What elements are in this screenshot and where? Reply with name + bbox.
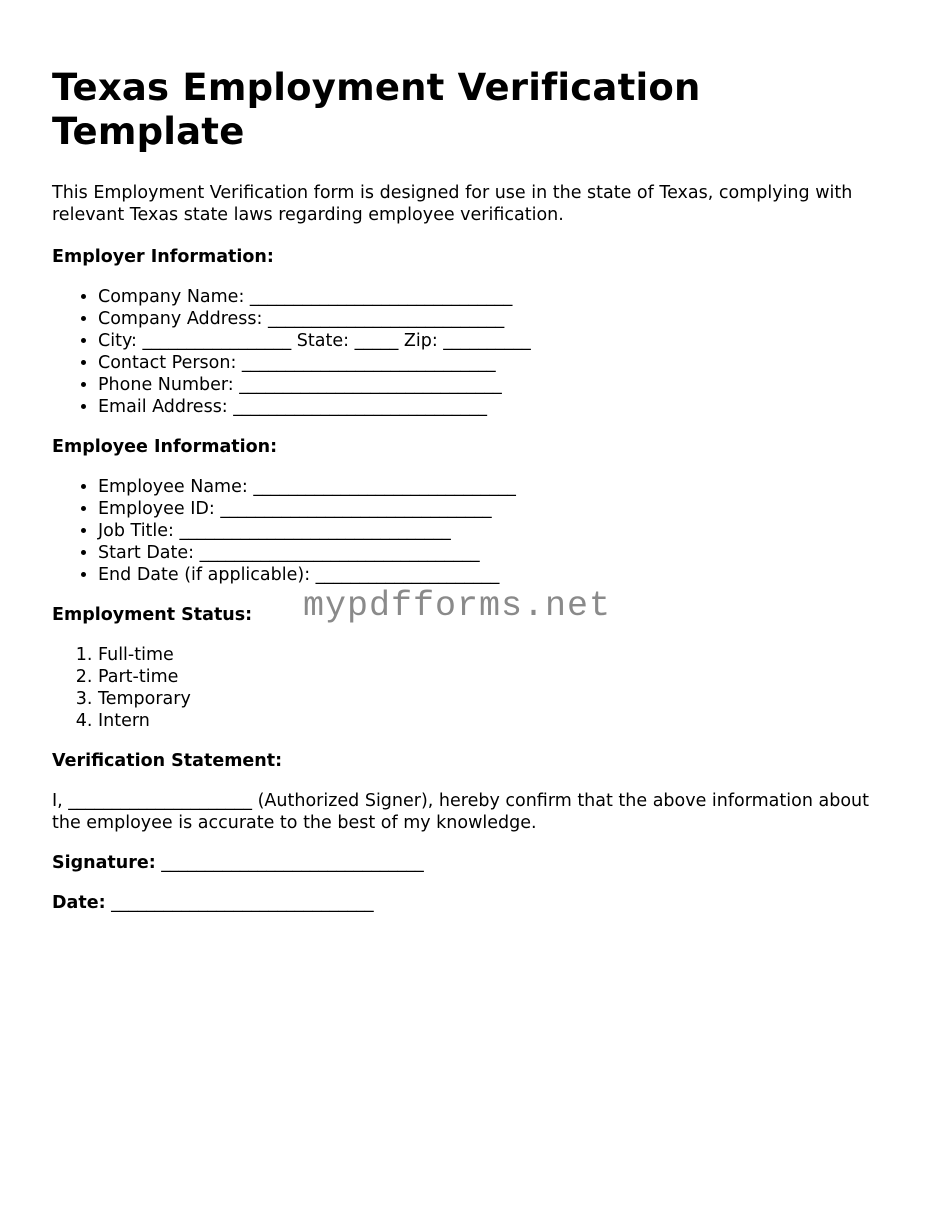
signature-line — [52, 852, 892, 874]
employer-field-city-state-zip: • City: _________________ State: _____ Zip: __________ — [98, 330, 892, 352]
intro-paragraph: This Employment Verification form is designed for use in the state of Texas, complying with relevant Texas state laws regarding employee verification. — [52, 183, 853, 225]
employee-field-start-date: • Start Date: ________________________________ — [98, 542, 892, 564]
employer-field-contact-person: • Contact Person: _____________________________ — [98, 352, 892, 374]
employer-section-heading: Employer Information: — [52, 247, 274, 267]
verification-heading: Verification Statement: — [52, 751, 283, 771]
employer-field-list — [52, 286, 892, 418]
status-option-full-time: 1. Full-time — [98, 644, 892, 666]
employer-field-company-name: • Company Name: ______________________________ — [98, 286, 892, 308]
status-option-temporary: 3. Temporary — [98, 688, 892, 710]
document-title: Texas Employment Verification Template — [52, 66, 701, 153]
employment-status-row — [52, 586, 892, 626]
employee-field-end-date: • End Date (if applicable): _____________________ — [98, 564, 892, 586]
employee-field-list — [52, 476, 892, 586]
watermark: mypdfforms.net — [303, 586, 612, 626]
employer-field-company-address: • Company Address: ___________________________ — [98, 308, 892, 330]
date-line — [52, 892, 892, 914]
signature-label: Signature: — [52, 853, 156, 873]
employee-field-name: • Employee Name: ______________________________ — [98, 476, 892, 498]
status-option-intern: 4. Intern — [98, 710, 892, 732]
employer-field-phone-number: • Phone Number: ______________________________ — [98, 374, 892, 396]
employee-field-id: • Employee ID: _______________________________ — [98, 498, 892, 520]
employment-status-list — [52, 644, 892, 732]
verification-statement: I, _____________________ (Authorized Signer), hereby confirm that the above information about the employee is accurate to the best of my knowledge. — [52, 791, 869, 833]
document-page — [52, 66, 892, 932]
employer-field-email-address: • Email Address: _____________________________ — [98, 396, 892, 418]
date-label: Date: — [52, 893, 106, 913]
employee-section-heading: Employee Information: — [52, 437, 278, 457]
date-blank: ______________________________ — [111, 893, 374, 913]
employee-field-job-title: • Job Title: _______________________________ — [98, 520, 892, 542]
status-option-part-time: 2. Part-time — [98, 666, 892, 688]
employment-status-heading: Employment Status: — [52, 605, 253, 625]
signature-blank: ______________________________ — [161, 853, 424, 873]
